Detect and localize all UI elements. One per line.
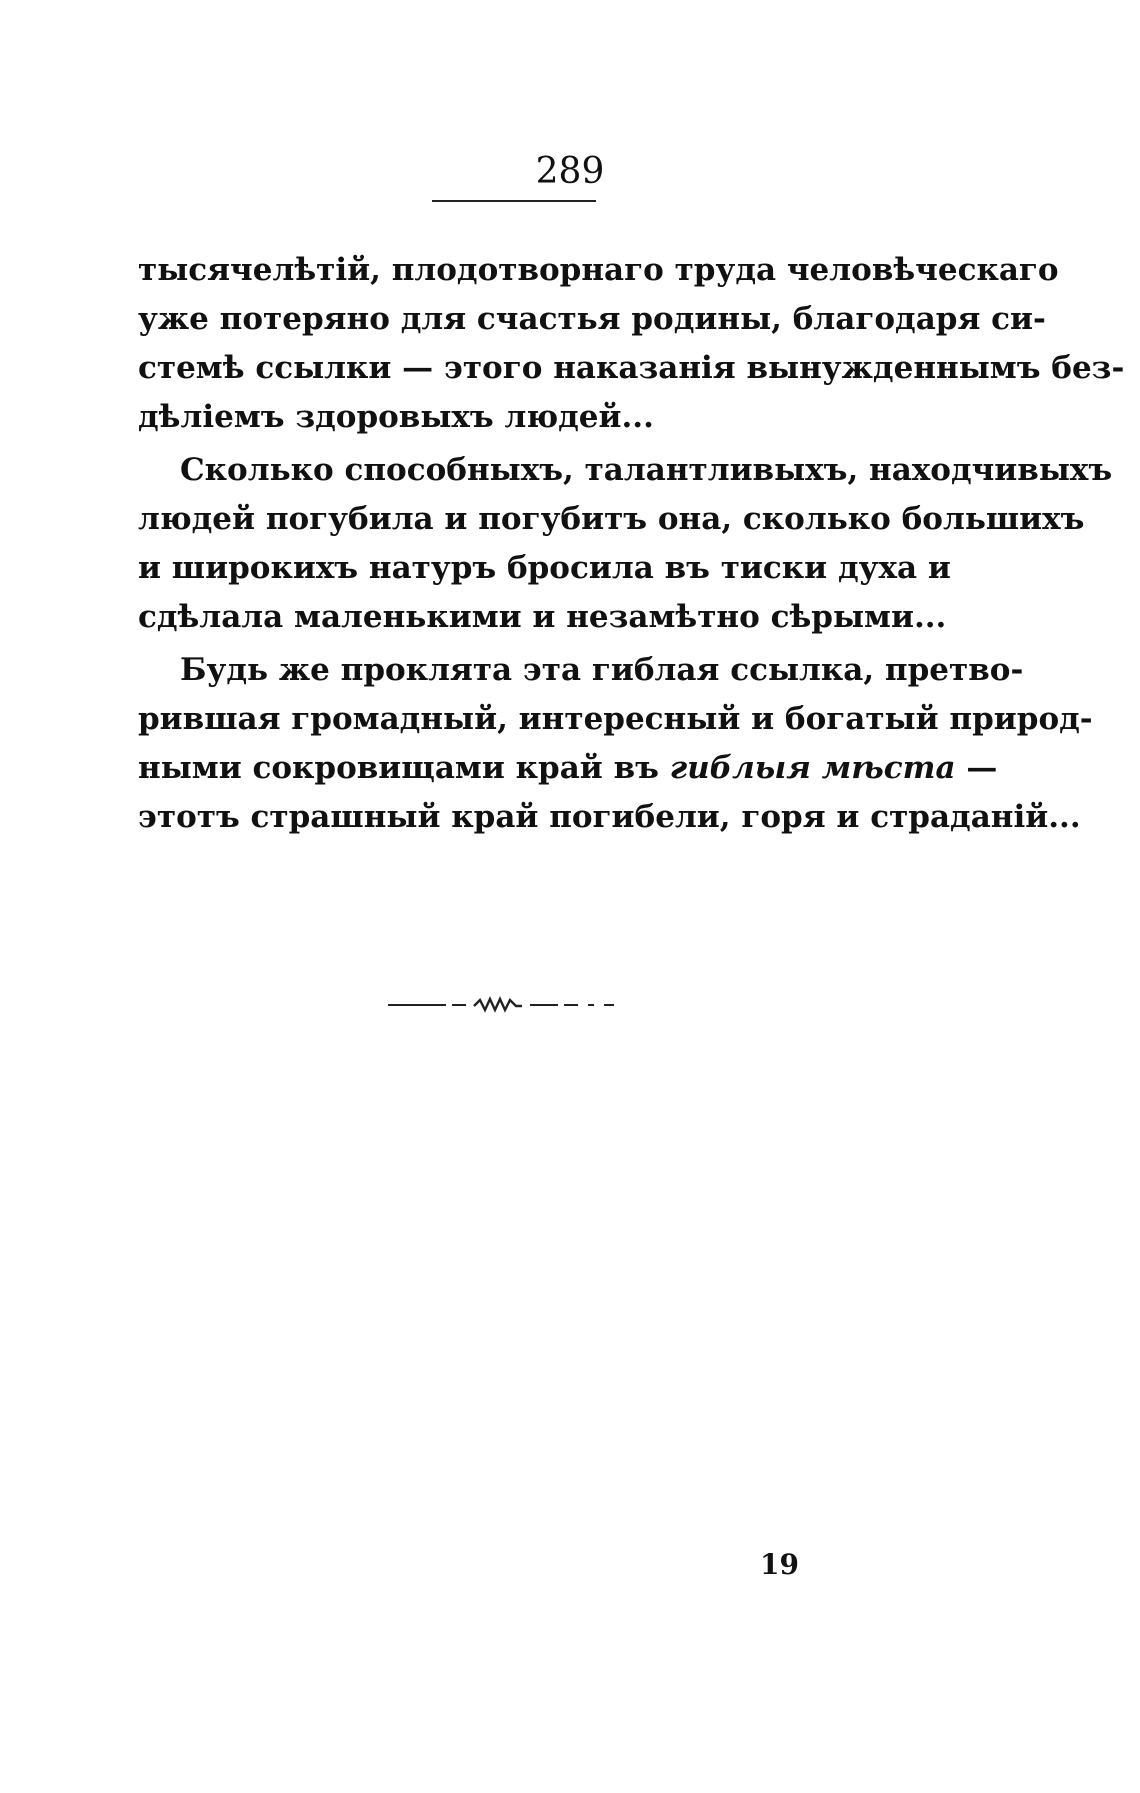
text-line: сдѣлала маленькими и незамѣтно сѣрыми...	[138, 599, 947, 635]
text-line-mixed	[138, 744, 998, 793]
text-line: Будь же проклята эта гиблая ссылка, претво-	[180, 652, 1024, 688]
text-block	[138, 246, 1125, 842]
text-line: людей погубила и погубитъ она, сколько большихъ	[138, 501, 1085, 537]
header-rule	[432, 200, 596, 202]
section-divider-ornament	[388, 990, 638, 1020]
text-line: тысячелѣтій, плодотворнаго труда человѣческаго	[138, 252, 1059, 288]
text-line: рившая громадный, интересный и богатый природ-	[138, 701, 1093, 737]
text-line: стемѣ ссылки — этого наказанія вынужденнымъ без-	[138, 350, 1125, 386]
page-number: 289	[535, 151, 605, 192]
paragraph-3	[138, 646, 1093, 842]
signature-mark: 19	[760, 1548, 799, 1581]
text-fragment: ными сокровищами край въ	[138, 750, 659, 786]
text-line: и широкихъ натуръ бросила въ тиски духа и	[138, 550, 951, 586]
text-line: уже потеряно для счастья родины, благодаря си-	[138, 301, 1046, 337]
text-line: дѣліемъ здоровыхъ людей...	[138, 399, 654, 435]
italic-phrase: гиблыя мѣста	[669, 750, 956, 786]
paragraph-2	[138, 446, 1113, 642]
text-line: Сколько способныхъ, талантливыхъ, находчивыхъ	[180, 452, 1113, 488]
text-fragment: —	[966, 750, 998, 786]
paragraph-1	[138, 246, 1125, 442]
text-line: этотъ страшный край погибели, горя и страданій...	[138, 799, 1081, 835]
